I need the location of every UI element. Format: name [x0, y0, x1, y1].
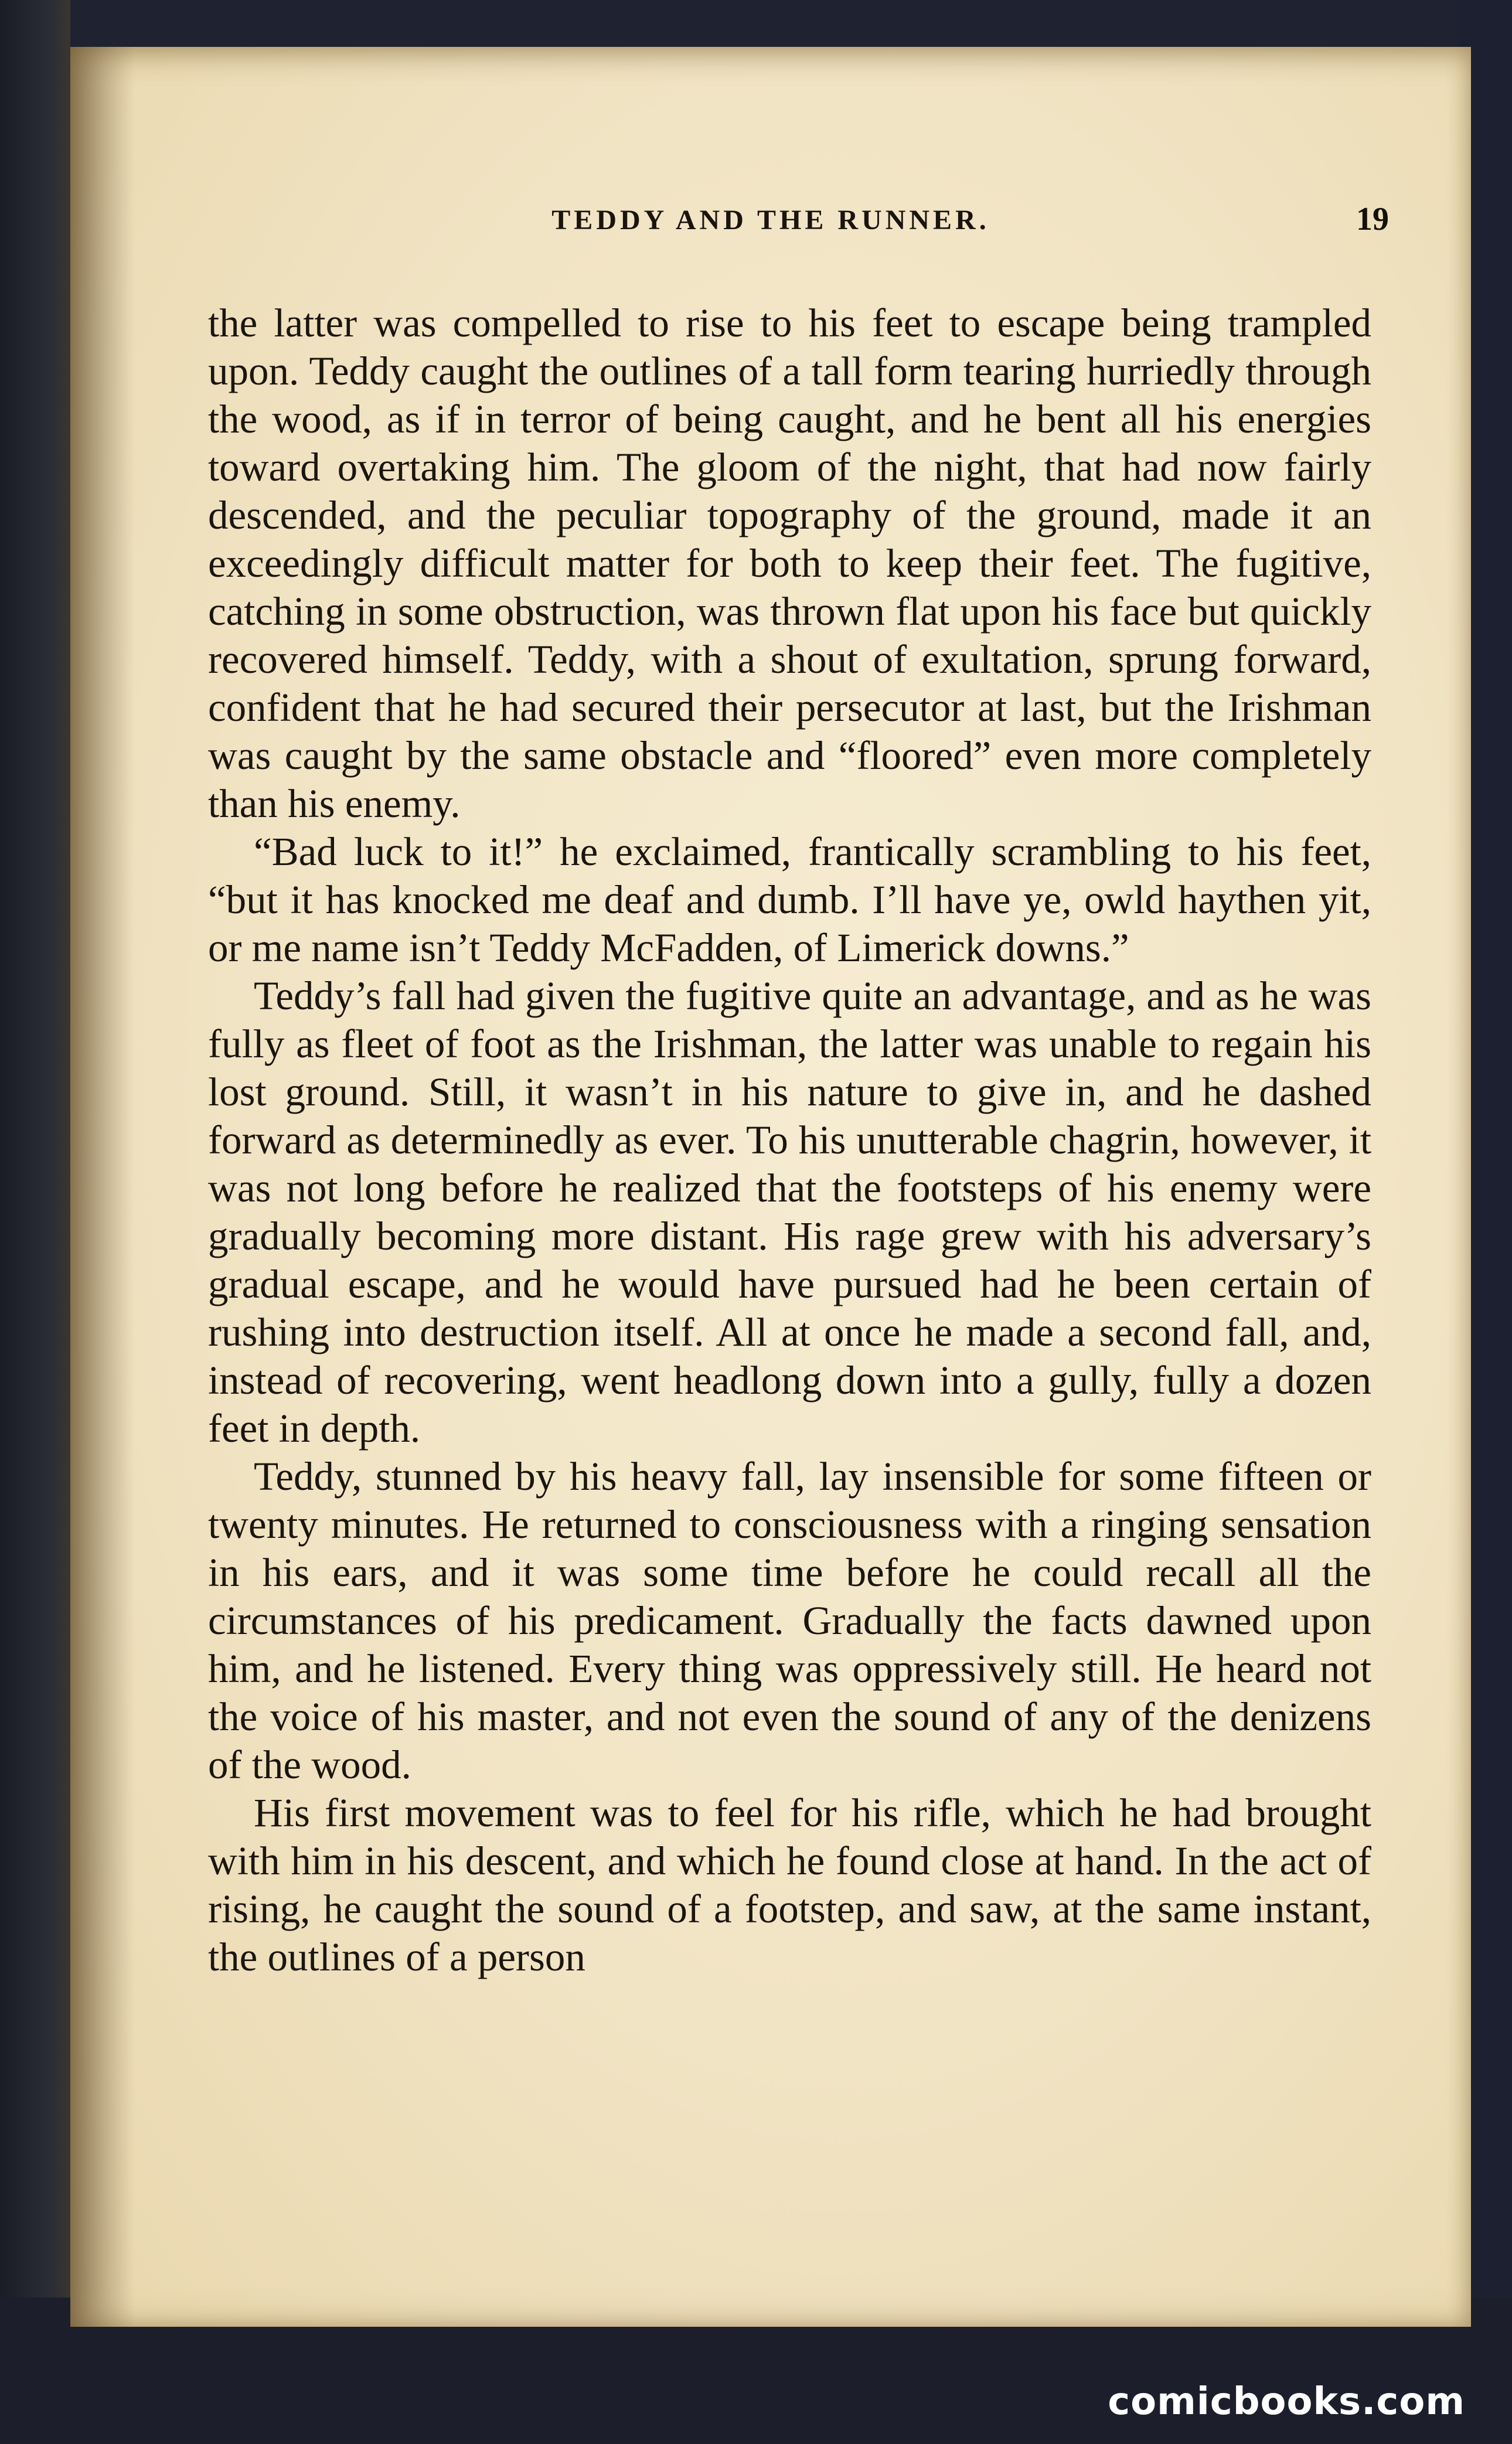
paragraph: “Bad luck to it!” he exclaimed, frantically scrambling to his feet, “but it has knocked me deaf and dumb. I’ll have ye, owld haythen yit, or me name isn’t Teddy McFadden, of Limerick downs.”	[208, 829, 1371, 970]
paragraph: the latter was compelled to rise to his feet to escape being trampled upon. Teddy caught the outlines of a tall form tearing hurriedly through the wood, as if in terror of being caught, and he bent all his energies toward overtaking him. The gloom of the night, that had now fairly descended, and the peculiar topography of the ground, made it an exceedingly difficult matter for both to keep their feet. The fugitive, catching in some obstruction, was thrown flat upon his face but quickly recovered himself. Teddy, with a shout of exultation, sprung forward, confident that he had secured their persecutor at last, but the Irishman was caught by the same obstacle and “floored” even more completely than his enemy.	[208, 301, 1371, 826]
scanner-bed-left	[0, 0, 70, 2444]
book-page	[70, 47, 1471, 2327]
binding-gutter-shadow	[70, 47, 135, 2327]
page-number: 19	[1356, 201, 1389, 237]
paragraph: Teddy, stunned by his heavy fall, lay insensible for some fifteen or twenty minutes. He returned to consciousness with a ringing sensation in his ears, and it was some time before he could recall all the circumstances of his predicament. Gradually the facts dawned upon him, and he listened. Every thing was oppressively still. He heard not the voice of his master, and not even the sound of any of the denizens of the wood.	[208, 1454, 1371, 1787]
body-text	[208, 299, 1371, 1981]
watermark: comicbooks.com	[1108, 2380, 1465, 2423]
running-head: TEDDY AND THE RUNNER.	[551, 205, 990, 236]
paragraph: His first movement was to feel for his rifle, which he had brought with him in his descent, and which he found close at hand. In the act of rising, he caught the sound of a footstep, and saw, at the same instant, the outlines of a person	[208, 1791, 1371, 1979]
paragraph: Teddy’s fall had given the fugitive quite an advantage, and as he was fully as fleet of foot as the Irishman, the latter was unable to regain his lost ground. Still, it wasn’t in his nature to give in, and he dashed forward as determinedly as ever. To his unutterable chagrin, however, it was not long before he realized that the footsteps of his enemy were gradually becoming more distant. His rage grew with his adversary’s gradual escape, and he would have pursued had he been certain of rushing into destruction itself. All at once he made a second fall, and, instead of recovering, went headlong down into a gully, fully a dozen feet in depth.	[208, 973, 1371, 1451]
